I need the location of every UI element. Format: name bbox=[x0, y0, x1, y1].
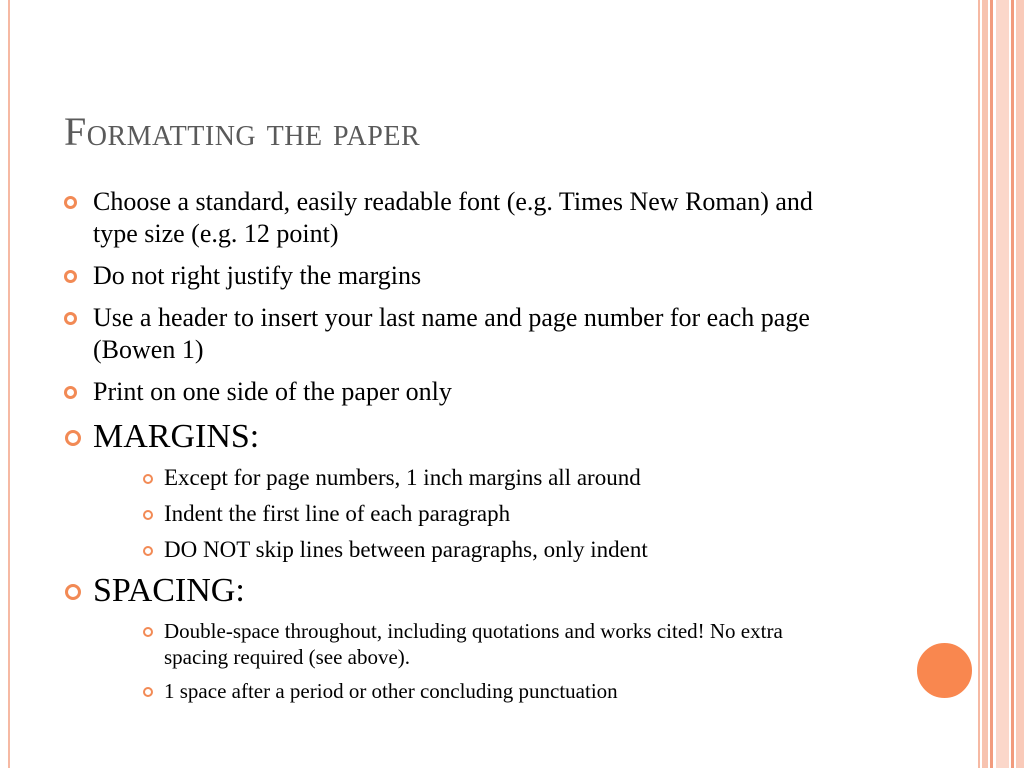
margins-heading bbox=[64, 418, 844, 456]
circle-bullet-icon bbox=[64, 312, 77, 325]
decorative-stripe bbox=[1016, 0, 1024, 768]
section-heading-text: MARGINS: bbox=[93, 418, 260, 455]
circle-bullet-icon bbox=[64, 196, 77, 209]
bullet-item bbox=[64, 376, 844, 408]
decorative-circle-icon bbox=[914, 640, 975, 701]
section-heading-text: SPACING: bbox=[93, 572, 245, 609]
circle-bullet-icon bbox=[64, 270, 77, 283]
spacing-heading bbox=[64, 572, 844, 610]
decorative-stripe bbox=[982, 0, 988, 768]
circle-bullet-icon bbox=[143, 687, 153, 697]
decorative-stripe bbox=[990, 0, 993, 768]
bullet-item bbox=[64, 260, 844, 292]
bullet-text: Do not right justify the margins bbox=[93, 261, 422, 290]
bullet-text: Choose a standard, easily readable font (e.g. Times New Roman) and type size (e.g. 12 point) bbox=[93, 187, 813, 248]
bullet-text: Use a header to insert your last name and page number for each page (Bowen 1) bbox=[93, 303, 810, 364]
slide-title: Formatting the paper bbox=[64, 109, 421, 154]
circle-bullet-icon bbox=[65, 584, 81, 600]
bullet-item bbox=[64, 302, 844, 366]
sub-bullet-item bbox=[143, 678, 844, 704]
sub-bullet-item bbox=[143, 618, 844, 670]
circle-bullet-icon bbox=[143, 546, 153, 556]
circle-bullet-icon bbox=[143, 510, 153, 520]
circle-bullet-icon bbox=[143, 474, 153, 484]
circle-bullet-icon bbox=[143, 627, 153, 637]
sub-bullet-item bbox=[143, 500, 844, 528]
sub-bullet-item bbox=[143, 536, 844, 564]
sub-bullet-text: Indent the first line of each paragraph bbox=[164, 501, 511, 526]
circle-bullet-icon bbox=[64, 386, 77, 399]
sub-bullet-text: Double-space throughout, including quotations and works cited! No extra spacing required (see above). bbox=[164, 619, 783, 669]
circle-bullet-icon bbox=[65, 430, 81, 446]
sub-bullet-text: Except for page numbers, 1 inch margins all around bbox=[164, 465, 641, 490]
slide-content bbox=[64, 186, 844, 712]
bullet-text: Print on one side of the paper only bbox=[93, 377, 452, 406]
sub-bullet-item bbox=[143, 464, 844, 492]
bullet-item bbox=[64, 186, 844, 250]
decorative-stripe bbox=[1011, 0, 1014, 768]
sub-bullet-text: 1 space after a period or other concluding punctuation bbox=[164, 679, 618, 703]
decorative-stripe bbox=[996, 0, 1009, 768]
sub-bullet-text: DO NOT skip lines between paragraphs, only indent bbox=[164, 537, 648, 562]
